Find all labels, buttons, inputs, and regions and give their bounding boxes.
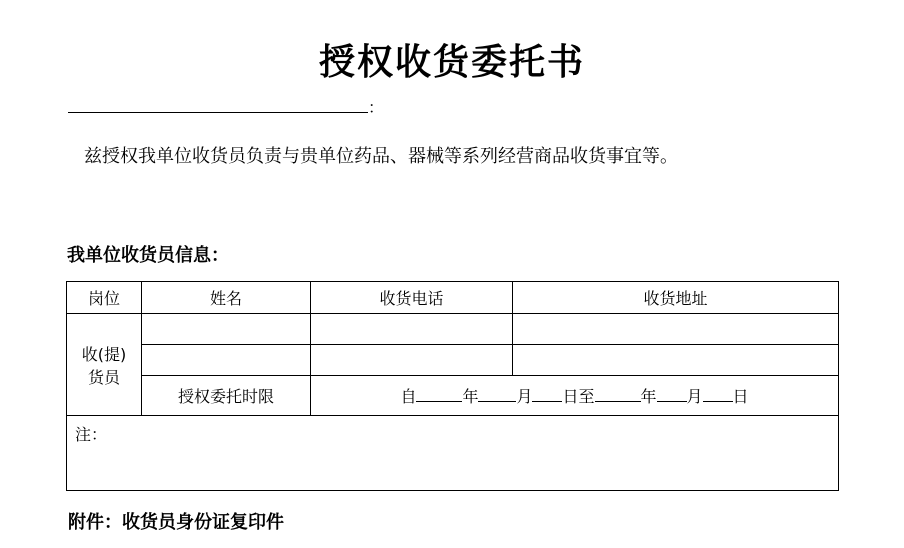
document-title: 授权收货委托书 — [318, 41, 585, 83]
section-title: 我单位收货员信息： — [67, 245, 229, 266]
table-row — [67, 345, 839, 376]
start-year-blank[interactable] — [416, 389, 462, 402]
end-year-blank[interactable] — [595, 389, 641, 402]
addressee-blank[interactable] — [68, 98, 368, 113]
intro-paragraph: 兹授权我单位收货员负责与贵单位药品、器械等系列经营商品收货事宜等。 — [84, 146, 678, 167]
role-line-1: 收(提) — [81, 344, 127, 364]
end-day-blank[interactable] — [703, 389, 733, 402]
phone-cell[interactable] — [311, 314, 513, 345]
period-from: 自 — [400, 387, 417, 406]
period-month-2: 月 — [686, 387, 703, 406]
role-line-2: 货员 — [87, 367, 120, 387]
note-cell[interactable] — [67, 416, 839, 491]
note-label: 注： — [75, 425, 108, 444]
attachment-note: 附件：收货员身份证复印件 — [68, 512, 284, 533]
period-day-to: 日至 — [562, 387, 595, 406]
addressee-line — [68, 98, 384, 118]
phone-cell[interactable] — [311, 345, 513, 376]
header-address: 收货地址 — [513, 282, 839, 314]
name-cell[interactable] — [142, 345, 311, 376]
start-day-blank[interactable] — [532, 389, 562, 402]
authorization-period-row — [67, 376, 839, 416]
role-cell — [67, 314, 142, 416]
header-phone: 收货电话 — [311, 282, 513, 314]
table-row — [67, 314, 839, 345]
period-day-2: 日 — [732, 387, 749, 406]
period-year: 年 — [462, 387, 479, 406]
name-cell[interactable] — [142, 314, 311, 345]
address-cell[interactable] — [513, 345, 839, 376]
start-month-blank[interactable] — [478, 389, 516, 402]
header-name: 姓名 — [142, 282, 311, 314]
table-header-row — [67, 282, 839, 314]
note-row — [67, 416, 839, 491]
address-cell[interactable] — [513, 314, 839, 345]
period-label: 授权委托时限 — [142, 376, 311, 416]
header-position: 岗位 — [67, 282, 142, 314]
period-month: 月 — [516, 387, 533, 406]
end-month-blank[interactable] — [657, 389, 687, 402]
addressee-colon: ： — [368, 98, 385, 117]
period-value — [311, 376, 839, 416]
receiver-info-table — [66, 281, 839, 491]
period-year-2: 年 — [640, 387, 657, 406]
